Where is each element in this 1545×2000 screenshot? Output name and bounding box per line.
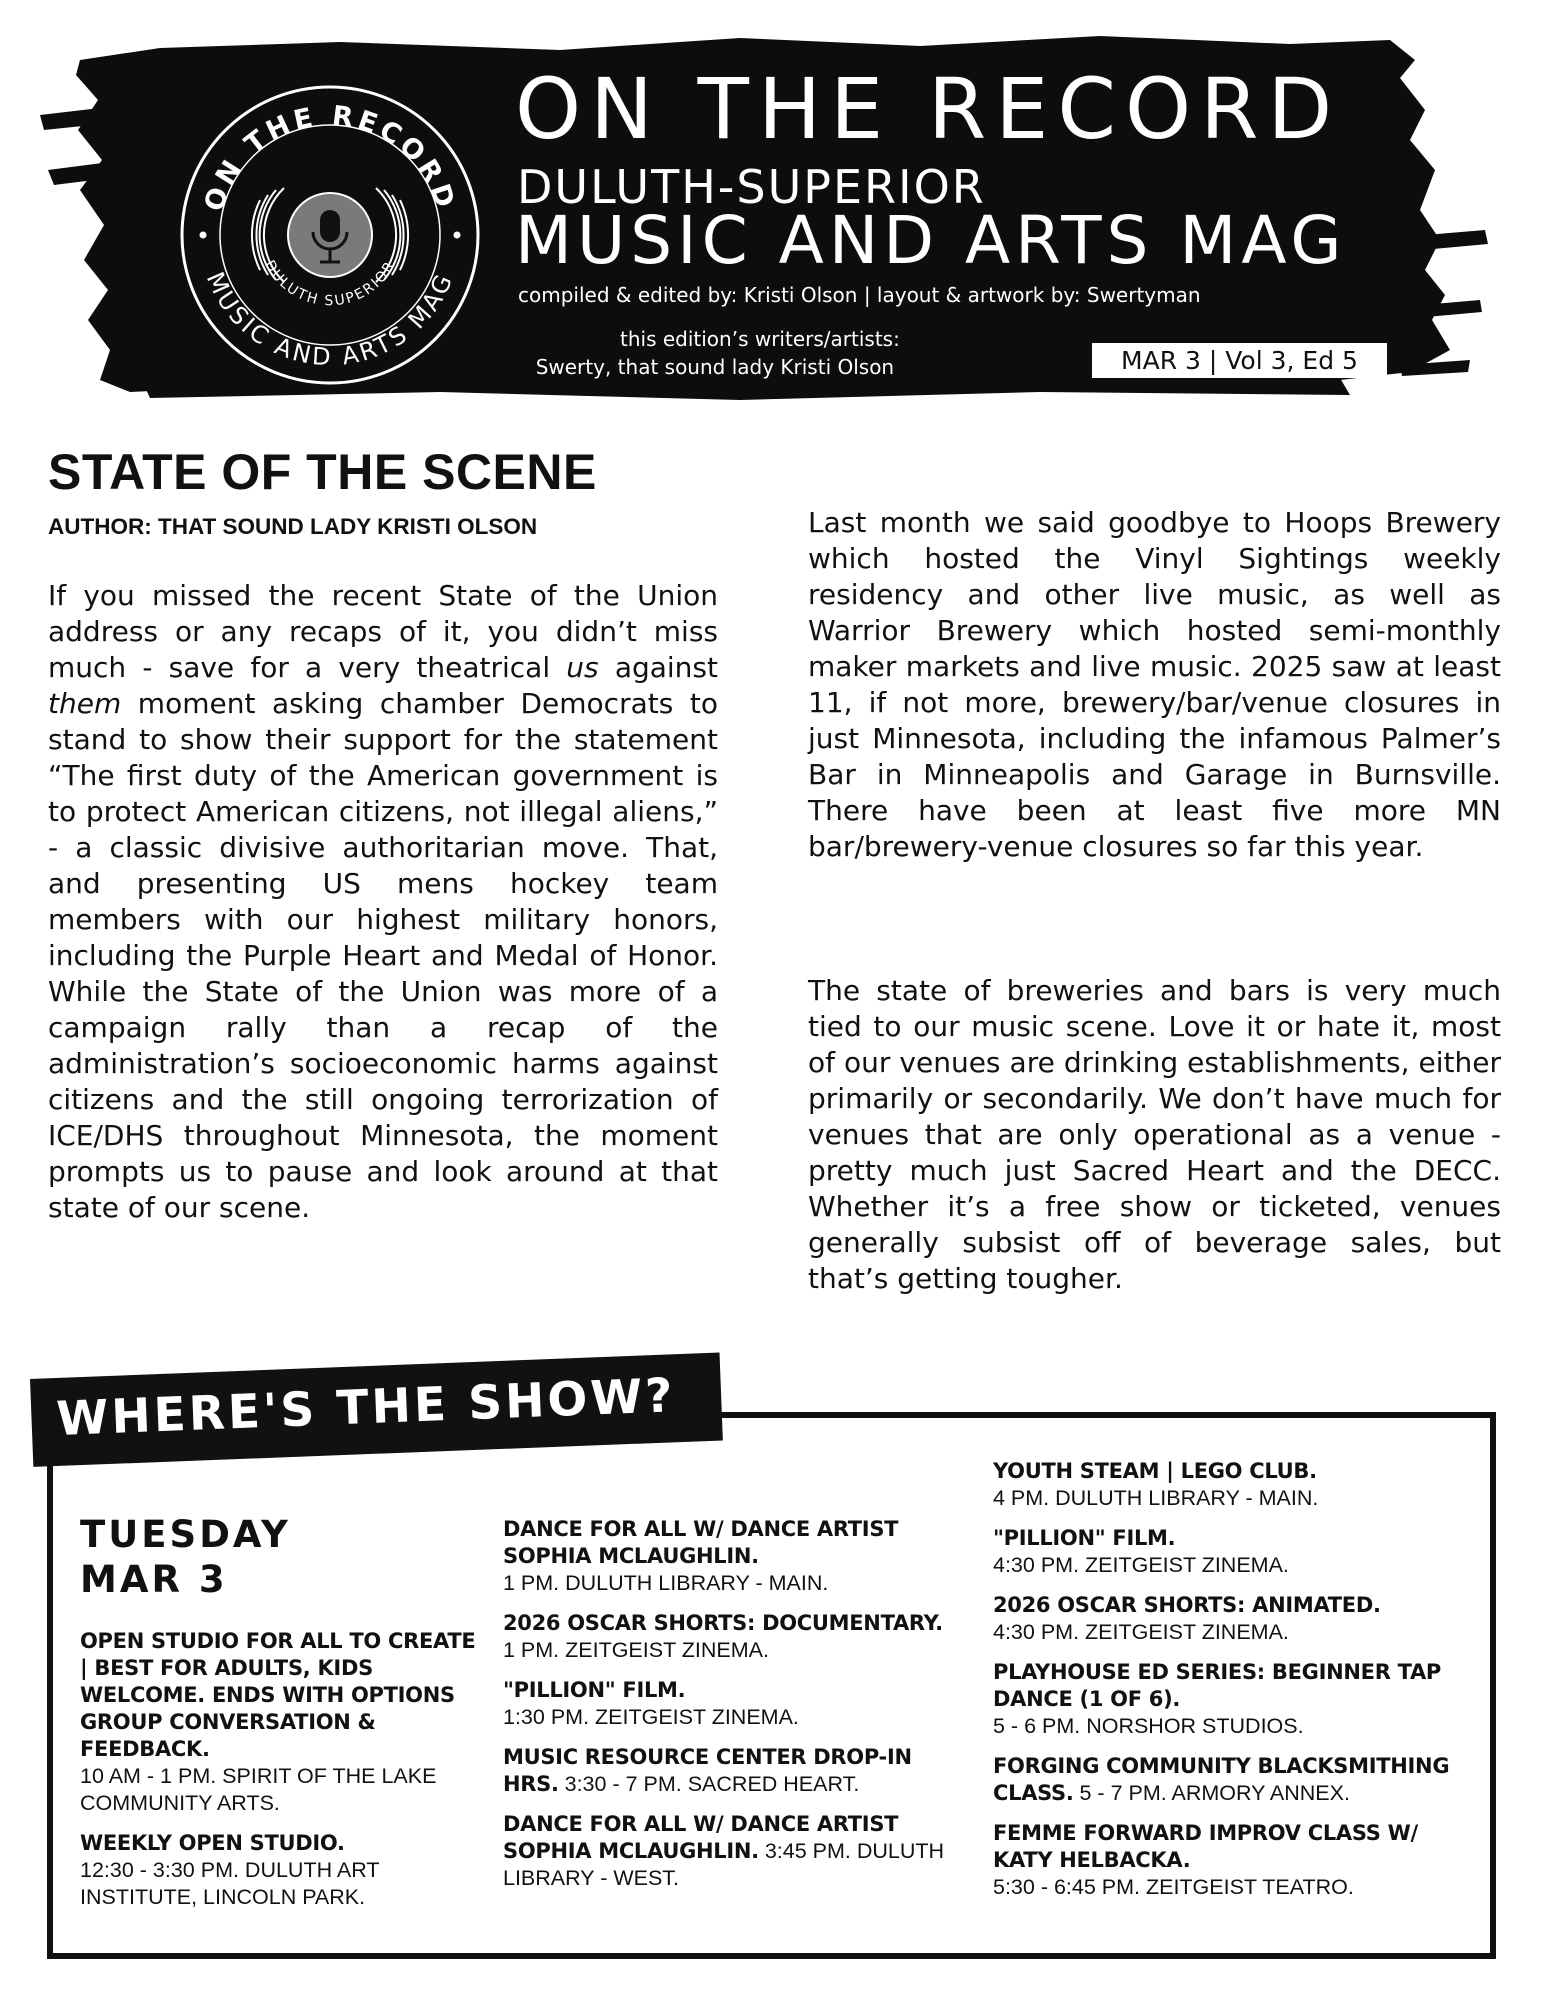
article-paragraph: Last month we said goodbye to Hoops Brewery which hosted the Vinyl Sightings weekly residency and other live music, as well as Warrior Brewery which hosted semi-monthly maker markets and live music. 2025 saw at least 11, if not more, brewery/bar/venue closures in just Minnesota, including the infamous Palmer’s Bar in Minneapolis and Garage in Burnsville. There have been at least five more MN bar/brewery-venue closures so far this year. xyxy=(808,506,1501,863)
event-time-location: 5 - 6 PM. NORSHOR STUDIOS. xyxy=(993,1714,1304,1738)
microphone-icon xyxy=(320,210,340,242)
event-time-location: 1 PM. ZEITGEIST ZINEMA. xyxy=(503,1638,769,1662)
event-time-location: 4 PM. DULUTH LIBRARY - MAIN. xyxy=(993,1486,1319,1510)
event-date: MAR 3 xyxy=(80,1558,228,1601)
svg-text:ON THE RECORD: ON THE RECORD xyxy=(198,100,462,216)
event-title: WEEKLY OPEN STUDIO. xyxy=(80,1831,345,1855)
event-day: TUESDAY xyxy=(80,1513,291,1556)
event-time-location: 3:30 - 7 PM. SACRED HEART. xyxy=(558,1772,860,1796)
event-time-location: 3:45 PM. DULUTH LIBRARY - WEST. xyxy=(503,1839,945,1890)
event-item xyxy=(503,1516,963,1597)
masthead xyxy=(40,20,1490,435)
event-item xyxy=(503,1744,963,1798)
shows-heading: WHERE'S THE SHOW? xyxy=(55,1368,677,1447)
event-title: FEMME FORWARD IMPROV CLASS W/ KATY HELBACKA. xyxy=(993,1821,1418,1872)
events-column-1 xyxy=(80,1628,480,1924)
credits-line: compiled & edited by: Kristi Olson | layout & artwork by: Swertyman xyxy=(518,283,1201,307)
logo xyxy=(165,70,495,400)
event-item xyxy=(993,1820,1483,1901)
event-item xyxy=(503,1677,963,1731)
event-item xyxy=(993,1753,1483,1807)
event-title: PLAYHOUSE ED SERIES: BEGINNER TAP DANCE (1 OF 6). xyxy=(993,1660,1442,1711)
events-column-3 xyxy=(993,1458,1483,1914)
event-time-location: 4:30 PM. ZEITGEIST ZINEMA. xyxy=(993,1620,1289,1644)
magazine-name: ON THE RECORD xyxy=(515,60,1342,158)
event-title: FORGING COMMUNITY BLACKSMITHING CLASS. xyxy=(993,1754,1450,1805)
issue-badge: MAR 3 | Vol 3, Ed 5 xyxy=(1092,343,1387,378)
event-time-location: 1:30 PM. ZEITGEIST ZINEMA. xyxy=(503,1705,799,1729)
event-title: "PILLION" FILM. xyxy=(503,1678,686,1702)
event-item xyxy=(80,1628,480,1817)
event-item xyxy=(993,1592,1483,1646)
writers-label: this edition’s writers/artists: xyxy=(620,327,900,351)
event-item xyxy=(993,1659,1483,1740)
event-item xyxy=(503,1610,963,1664)
record-logo-icon xyxy=(165,70,495,400)
article-paragraph: If you missed the recent State of the Union address or any recaps of it, you didn’t miss much - save for a very theatrical us against them moment asking chamber Democrats to stand to show their support for the statement “The first duty of the American government is to protect American citizens, not illegal aliens,” - a classic divisive authoritarian move. That, and presenting US mens hockey team members with our highest military honors, including the Purple Heart and Medal of Honor. While the State of the Union was more of a campaign rally than a recap of the administration’s socioeconomic harms against citizens and the still ongoing terrorization of ICE/DHS throughout Minnesota, the moment prompts us to pause and look around at that state of our scene. xyxy=(48,579,718,1224)
writers-names: Swerty, that sound lady Kristi Olson xyxy=(535,355,895,379)
event-title: DANCE FOR ALL W/ DANCE ARTIST SOPHIA MCLAUGHLIN. xyxy=(503,1812,899,1863)
event-item xyxy=(80,1830,480,1911)
event-title: OPEN STUDIO FOR ALL TO CREATE | BEST FOR ADULTS, KIDS WELCOME. ENDS WITH OPTIONS GROUP CONVERSATION & FEEDBACK. xyxy=(80,1629,476,1761)
events-column-2 xyxy=(503,1516,963,1905)
article-paragraph: The state of breweries and bars is very much tied to our music scene. Love it or hate it, most of our venues are drinking establishments, either primarily or secondarily. We don’t have much for venues that are only operational as a venue - pretty much just Sacred Heart and the DECC. Whether it’s a free show or ticketed, venues generally subsist off of beverage sales, but that’s getting tougher. xyxy=(808,974,1501,1295)
event-item xyxy=(993,1458,1483,1512)
event-title: YOUTH STEAM | LEGO CLUB. xyxy=(993,1459,1317,1483)
event-time-location: 5:30 - 6:45 PM. ZEITGEIST TEATRO. xyxy=(993,1875,1354,1899)
event-item xyxy=(993,1525,1483,1579)
svg-text:DULUTH SUPERIOR: DULUTH SUPERIOR xyxy=(261,257,399,310)
event-title: 2026 OSCAR SHORTS: ANIMATED. xyxy=(993,1593,1381,1617)
event-title: MUSIC RESOURCE CENTER DROP-IN HRS. xyxy=(503,1745,912,1796)
event-day-heading xyxy=(80,1512,291,1602)
event-item xyxy=(503,1811,963,1892)
magazine-region: DULUTH-SUPERIOR xyxy=(517,160,986,214)
event-time-location: 5 - 7 PM. ARMORY ANNEX. xyxy=(1073,1781,1350,1805)
event-time-location: 1 PM. DULUTH LIBRARY - MAIN. xyxy=(503,1571,829,1595)
event-time-location: 4:30 PM. ZEITGEIST ZINEMA. xyxy=(993,1553,1289,1577)
writers-block xyxy=(535,325,900,381)
magazine-subtitle: MUSIC AND ARTS MAG xyxy=(515,202,1347,279)
article-title: STATE OF THE SCENE xyxy=(48,444,597,500)
svg-text:MUSIC AND ARTS MAG: MUSIC AND ARTS MAG xyxy=(200,267,460,372)
event-title: DANCE FOR ALL W/ DANCE ARTIST SOPHIA MCLAUGHLIN. xyxy=(503,1517,899,1568)
event-title: "PILLION" FILM. xyxy=(993,1526,1176,1550)
event-time-location: 12:30 - 3:30 PM. DULUTH ART INSTITUTE, LINCOLN PARK. xyxy=(80,1858,380,1909)
article-author: AUTHOR: THAT SOUND LADY KRISTI OLSON xyxy=(48,514,538,539)
event-time-location: 10 AM - 1 PM. SPIRIT OF THE LAKE COMMUNITY ARTS. xyxy=(80,1764,437,1815)
event-title: 2026 OSCAR SHORTS: DOCUMENTARY. xyxy=(503,1611,943,1635)
